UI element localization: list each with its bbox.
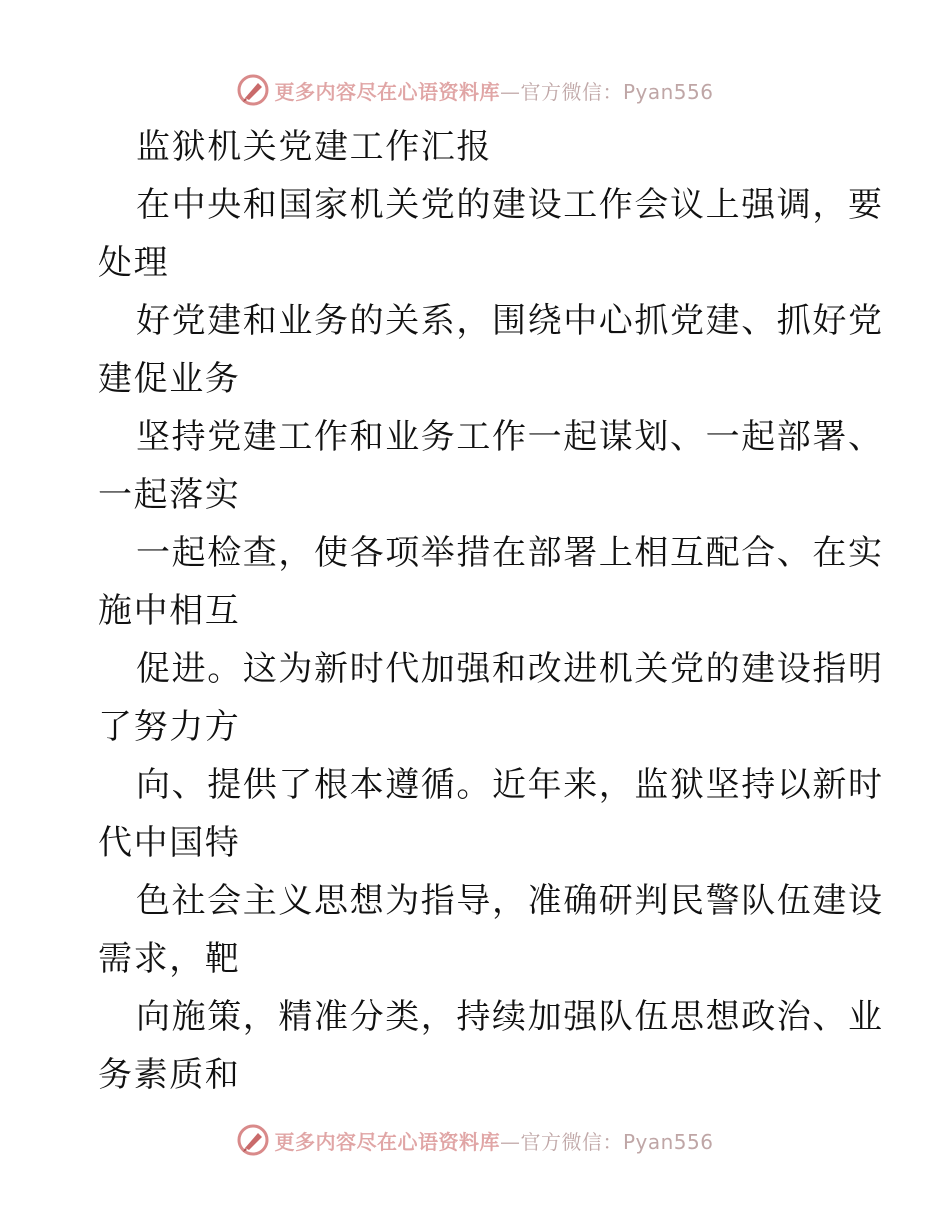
watermark-text (274, 1126, 713, 1155)
text-line: 施中相互 (98, 591, 241, 631)
text-line: 促进。这为新时代加强和改进机关党的建设指明 (136, 649, 884, 689)
text-line: 色社会主义思想为指导，准确研判民警队伍建设 (136, 881, 884, 921)
text-line: 务素质和 (98, 1055, 241, 1095)
text-line: 代中国特 (98, 823, 241, 863)
text-line: 监狱机关党建工作汇报 (136, 127, 492, 167)
text-line: 向施策，精准分类，持续加强队伍思想政治、业 (136, 997, 884, 1037)
watermark-wechat: 官方微信：Pyan556 (520, 1129, 714, 1154)
text-line: 一起落实 (98, 475, 241, 515)
watermark-text (274, 76, 713, 105)
text-line: 了努力方 (98, 707, 241, 747)
watermark-separator: — (499, 1129, 521, 1154)
header-watermark (0, 70, 950, 110)
watermark-wechat: 官方微信：Pyan556 (520, 79, 714, 104)
watermark-main: 更多内容尽在心语资料库 (274, 79, 500, 104)
text-line: 在中央和国家机关党的建设工作会议上强调，要 (136, 185, 884, 225)
text-line: 坚持党建工作和业务工作一起谋划、一起部署、 (136, 417, 884, 457)
text-line: 好党建和业务的关系，围绕中心抓党建、抓好党 (136, 301, 884, 341)
pen-logo-icon (236, 73, 270, 107)
text-line: 需求，靶 (98, 939, 241, 979)
pen-logo-icon (236, 1123, 270, 1157)
text-line: 处理 (98, 243, 170, 283)
document-body (98, 118, 884, 1104)
watermark-main: 更多内容尽在心语资料库 (274, 1129, 500, 1154)
text-line: 向、提供了根本遵循。近年来，监狱坚持以新时 (136, 765, 884, 805)
text-line: 一起检查，使各项举措在部署上相互配合、在实 (136, 533, 884, 573)
footer-watermark (0, 1120, 950, 1160)
text-line: 建促业务 (98, 359, 241, 399)
watermark-separator: — (499, 79, 521, 104)
